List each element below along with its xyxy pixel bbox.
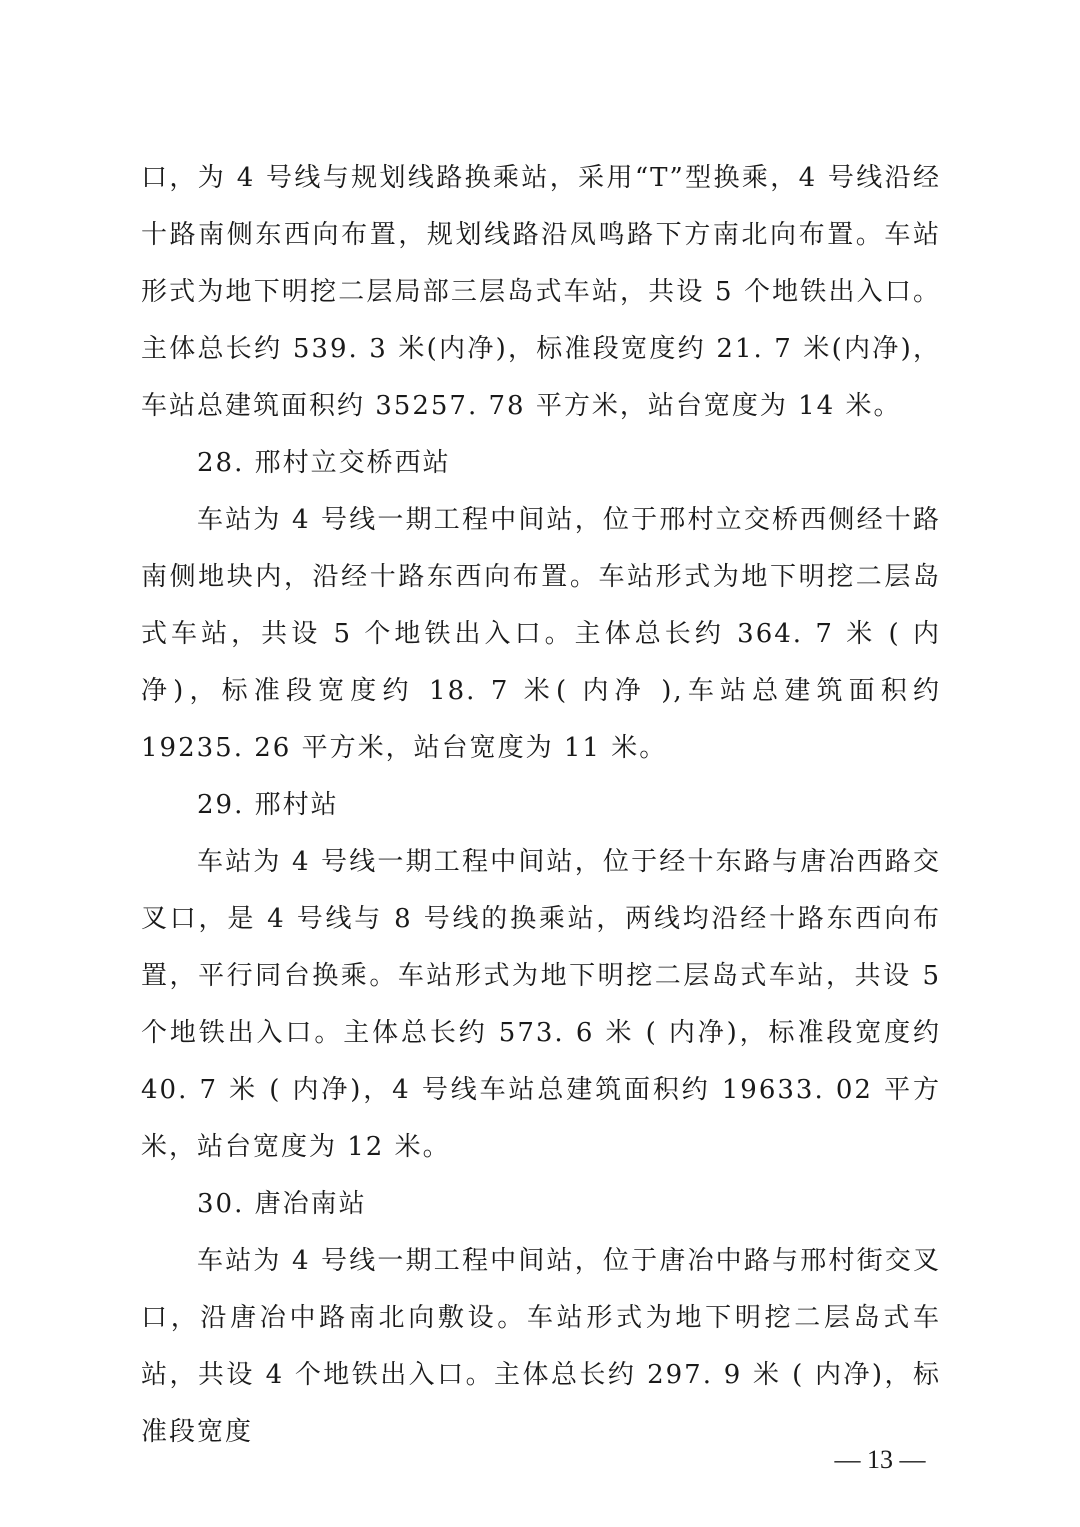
section-heading-28: 28. 邢村立交桥西站: [197, 448, 451, 478]
section-heading-29: 29. 邢村站: [197, 790, 339, 820]
paragraph-28: 车站为 4 号线一期工程中间站，位于邢村立交桥西侧经十路南侧地块内，沿经十路东西向布置。车站形式为地下明挖二层岛式车站，共设 5 个地铁出入口。主体总长约 364. 7 米 ( 内净)，标准段宽度约 18. 7 米( 内净 ),车站总建筑面积约 19235. 26 平方米，站台宽度为 11 米。: [141, 505, 941, 763]
paragraph-30: 车站为 4 号线一期工程中间站，位于唐冶中路与邢村街交叉口，沿唐冶中路南北向敷设。车站形式为地下明挖二层岛式车站，共设 4 个地铁出入口。主体总长约 297. 9 米 ( 内净)，标准段宽度: [141, 1246, 941, 1447]
paragraph-continuation: 口，为 4 号线与规划线路换乘站，采用“T”型换乘，4 号线沿经十路南侧东西向布置，规划线路沿凤鸣路下方南北向布置。车站形式为地下明挖二层局部三层岛式车站，共设 5 个地铁出入口。主体总长约 539. 3 米(内净)，标准段宽度约 21. 7 米(内净)，车站总建筑面积约 35257. 78 平方米，站台宽度为 14 米。: [141, 163, 941, 421]
paragraph-29: 车站为 4 号线一期工程中间站，位于经十东路与唐冶西路交叉口，是 4 号线与 8 号线的换乘站，两线均沿经十路东西向布置，平行同台换乘。车站形式为地下明挖二层岛式车站，共设 5 个地铁出入口。主体总长约 573. 6 米 ( 内净)，标准段宽度约 40. 7 米 ( 内净)，4 号线车站总建筑面积约 19633. 02 平方米，站台宽度为 12 米。: [141, 847, 941, 1162]
body-text: [141, 150, 941, 1461]
section-heading-30: 30. 唐冶南站: [197, 1189, 367, 1219]
page-number: — 13 —: [834, 1445, 926, 1474]
